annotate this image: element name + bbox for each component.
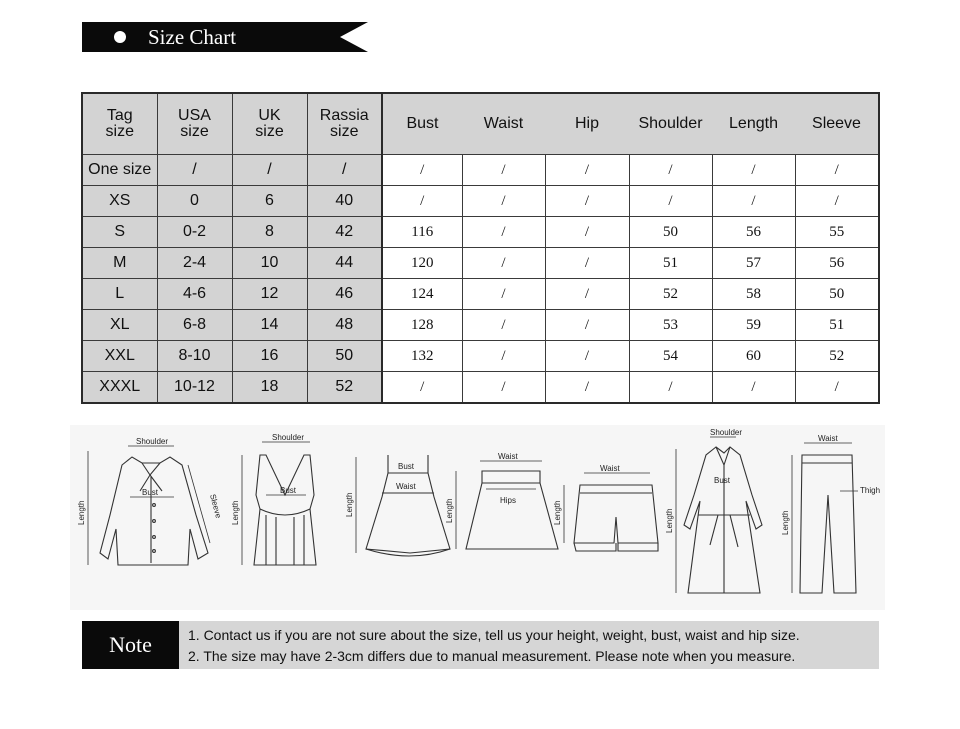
table-row <box>82 217 879 248</box>
tag-size-cell: XXXL <box>82 372 157 404</box>
sleeve-cell: 52 <box>795 341 879 372</box>
table-header-row <box>82 93 879 155</box>
label-hips-skirt: Hips <box>500 496 517 505</box>
label-length-pants: Length <box>781 510 790 535</box>
sleeve-cell: / <box>795 372 879 404</box>
russia-size-cell: 40 <box>307 186 382 217</box>
label-length-dress: Length <box>345 492 354 517</box>
note-label-box <box>82 621 179 669</box>
bust-cell: / <box>382 155 462 186</box>
hip-cell: / <box>545 372 629 404</box>
uk-size-cell: 16 <box>232 341 307 372</box>
shoulder-cell: / <box>629 372 712 404</box>
table-row <box>82 341 879 372</box>
shoulder-cell: 52 <box>629 279 712 310</box>
tag-size-cell: XL <box>82 310 157 341</box>
header-usa-size: USA size <box>157 93 232 155</box>
usa-size-cell: 2-4 <box>157 248 232 279</box>
tag-size-cell: M <box>82 248 157 279</box>
uk-size-cell: / <box>232 155 307 186</box>
label-waist-dress: Waist <box>396 482 416 491</box>
note-text-box <box>179 621 879 669</box>
tag-size-cell: S <box>82 217 157 248</box>
label-length-blouse: Length <box>77 500 86 525</box>
length-cell: 57 <box>712 248 795 279</box>
table-row <box>82 279 879 310</box>
bust-cell: / <box>382 372 462 404</box>
label-length-coat: Length <box>665 508 674 533</box>
header-sleeve: Sleeve <box>795 93 879 155</box>
length-cell: / <box>712 155 795 186</box>
blouse-illustration <box>88 446 210 565</box>
sleeve-cell: / <box>795 155 879 186</box>
uk-size-cell: 18 <box>232 372 307 404</box>
bust-cell: 128 <box>382 310 462 341</box>
shoulder-cell: / <box>629 155 712 186</box>
label-shoulder-camisole: Shoulder <box>272 433 305 442</box>
uk-size-cell: 12 <box>232 279 307 310</box>
tag-size-cell: One size <box>82 155 157 186</box>
uk-size-cell: 14 <box>232 310 307 341</box>
length-cell: 56 <box>712 217 795 248</box>
waist-cell: / <box>462 155 545 186</box>
russia-size-cell: 42 <box>307 217 382 248</box>
hip-cell: / <box>545 217 629 248</box>
usa-size-cell: 10-12 <box>157 372 232 404</box>
shorts-illustration <box>564 473 658 551</box>
length-cell: 59 <box>712 310 795 341</box>
waist-cell: / <box>462 310 545 341</box>
shoulder-cell: / <box>629 186 712 217</box>
russia-size-cell: 46 <box>307 279 382 310</box>
table-row <box>82 155 879 186</box>
hip-cell: / <box>545 186 629 217</box>
label-bust-coat: Bust <box>714 476 731 485</box>
hip-cell: / <box>545 341 629 372</box>
bust-cell: 132 <box>382 341 462 372</box>
header-bust: Bust <box>382 93 462 155</box>
shoulder-cell: 50 <box>629 217 712 248</box>
label-waist-pants: Waist <box>818 434 838 443</box>
header-tag-size: Tag size <box>82 93 157 155</box>
label-shoulder-blouse: Shoulder <box>136 437 169 446</box>
uk-size-cell: 8 <box>232 217 307 248</box>
table-row <box>82 310 879 341</box>
label-thigh: Thigh <box>860 486 881 495</box>
hip-cell: / <box>545 310 629 341</box>
russia-size-cell: 52 <box>307 372 382 404</box>
label-waist-skirt: Waist <box>498 452 518 461</box>
usa-size-cell: 6-8 <box>157 310 232 341</box>
hip-cell: / <box>545 279 629 310</box>
uk-size-cell: 6 <box>232 186 307 217</box>
tag-size-cell: L <box>82 279 157 310</box>
usa-size-cell: 0 <box>157 186 232 217</box>
camisole-illustration <box>242 442 316 565</box>
waist-cell: / <box>462 279 545 310</box>
waist-cell: / <box>462 186 545 217</box>
waist-cell: / <box>462 372 545 404</box>
length-cell: 58 <box>712 279 795 310</box>
sleeve-cell: / <box>795 186 879 217</box>
uk-size-cell: 10 <box>232 248 307 279</box>
hip-cell: / <box>545 155 629 186</box>
russia-size-cell: 48 <box>307 310 382 341</box>
usa-size-cell: 4-6 <box>157 279 232 310</box>
label-waist-shorts: Waist <box>600 464 620 473</box>
measurement-illustrations <box>70 425 885 610</box>
russia-size-cell: / <box>307 155 382 186</box>
length-cell: / <box>712 186 795 217</box>
note-label: Note <box>109 632 152 657</box>
page-title: Size Chart <box>148 25 237 49</box>
header-waist: Waist <box>462 93 545 155</box>
header-russia-size: Rassia size <box>307 93 382 155</box>
bust-cell: 116 <box>382 217 462 248</box>
sleeve-cell: 51 <box>795 310 879 341</box>
hip-cell: / <box>545 248 629 279</box>
label-length-shorts: Length <box>553 500 562 525</box>
table-row <box>82 186 879 217</box>
russia-size-cell: 44 <box>307 248 382 279</box>
header-hip: Hip <box>545 93 629 155</box>
coat-illustration <box>676 437 762 593</box>
russia-size-cell: 50 <box>307 341 382 372</box>
label-shoulder-coat: Shoulder <box>710 428 743 437</box>
skirt-illustration <box>456 461 558 549</box>
waist-cell: / <box>462 217 545 248</box>
length-cell: / <box>712 372 795 404</box>
sleeve-cell: 55 <box>795 217 879 248</box>
table-row <box>82 248 879 279</box>
garment-diagrams <box>70 425 885 610</box>
note-line-1: 1. Contact us if you are not sure about the size, tell us your height, weight, bust, waist and hip size. <box>188 627 800 643</box>
header-uk-size: UK size <box>232 93 307 155</box>
label-bust-camisole: Bust <box>280 486 297 495</box>
waist-cell: / <box>462 248 545 279</box>
tag-size-cell: XS <box>82 186 157 217</box>
table-row <box>82 372 879 404</box>
label-bust-blouse: Bust <box>142 488 159 497</box>
header-length: Length <box>712 93 795 155</box>
header-shoulder: Shoulder <box>629 93 712 155</box>
sleeve-cell: 56 <box>795 248 879 279</box>
sleeve-cell: 50 <box>795 279 879 310</box>
length-cell: 60 <box>712 341 795 372</box>
bust-cell: / <box>382 186 462 217</box>
usa-size-cell: / <box>157 155 232 186</box>
shoulder-cell: 54 <box>629 341 712 372</box>
bust-cell: 124 <box>382 279 462 310</box>
label-sleeve: Sleeve <box>208 493 224 520</box>
tag-size-cell: XXL <box>82 341 157 372</box>
bullet-icon <box>113 30 127 44</box>
note-line-2: 2. The size may have 2-3cm differs due to manual measurement. Please note when you measure. <box>188 648 796 664</box>
waist-cell: / <box>462 341 545 372</box>
label-bust-dress: Bust <box>398 462 415 471</box>
pants-illustration <box>792 443 858 593</box>
size-table <box>81 92 880 404</box>
shoulder-cell: 51 <box>629 248 712 279</box>
usa-size-cell: 0-2 <box>157 217 232 248</box>
label-length-skirt: Length <box>445 498 454 523</box>
bust-cell: 120 <box>382 248 462 279</box>
shoulder-cell: 53 <box>629 310 712 341</box>
label-length-camisole: Length <box>231 500 240 525</box>
usa-size-cell: 8-10 <box>157 341 232 372</box>
